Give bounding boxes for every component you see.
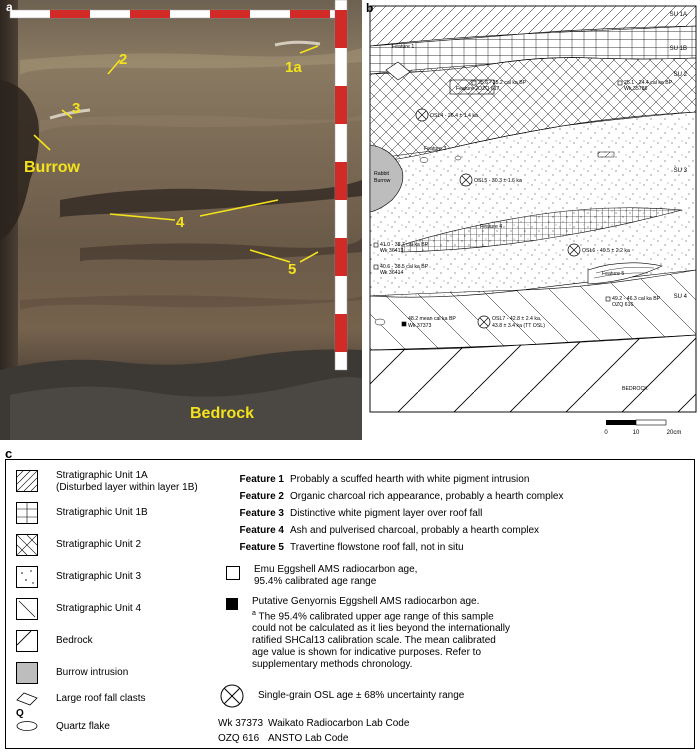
legend-item-bedrock bbox=[16, 630, 93, 652]
osl4-label: OSL4 - 26.4 ± 1.4 ka bbox=[430, 113, 478, 119]
legend-box bbox=[5, 459, 695, 749]
legend-panel bbox=[0, 447, 700, 753]
genyornis-line-1: Putative Genyornis Eggshell AMS radiocarbon age. bbox=[252, 596, 480, 607]
osl-cross-circle-icon bbox=[220, 684, 244, 708]
date-wk36413-range: 41.0 - 38.7 cal ka BP bbox=[380, 242, 429, 248]
emu-line-2: 95.4% calibrated age range bbox=[254, 576, 377, 587]
panel-a-label: a bbox=[6, 0, 13, 14]
annotation-5: 5 bbox=[288, 261, 297, 278]
rabbit-burrow-label-1: Rabbit bbox=[374, 171, 389, 177]
su2-name: Stratigraphic Unit 2 bbox=[56, 539, 142, 550]
genyornis-line-4: ratified SHCal13 calibration scale. The mean calibrated bbox=[252, 635, 496, 647]
lab-code-waikato-row bbox=[218, 718, 409, 730]
legend-item-burrow bbox=[16, 662, 128, 684]
feature-3-name: Feature 3 bbox=[239, 508, 284, 519]
date-wk36414-range: 40.6 - 38.5 cal ka BP bbox=[380, 264, 429, 270]
feature-3-label: Feature 3 bbox=[424, 146, 447, 152]
quartz-name: Quartz flake bbox=[56, 721, 110, 732]
legend-item-su1b bbox=[16, 502, 148, 524]
feature-4-label: Feature 4 bbox=[480, 224, 503, 230]
unit-label-su1a: SU 1A bbox=[669, 12, 687, 18]
unit-label-su3: SU 3 bbox=[673, 168, 687, 174]
feature-5-label: Feature 5 bbox=[602, 271, 625, 277]
lab-name-ansto: ANSTO Lab Code bbox=[268, 733, 349, 744]
burrow-swatch bbox=[16, 662, 38, 684]
date-ozq616-code: OZQ 616 bbox=[612, 302, 634, 308]
scale-tick-10: 10 bbox=[632, 430, 640, 436]
annotation-2: 2 bbox=[119, 51, 128, 68]
genyornis-eggshell-legend bbox=[226, 596, 510, 671]
feature-2-name: Feature 2 bbox=[239, 491, 284, 502]
feature-5-name: Feature 5 bbox=[239, 542, 284, 553]
feature-3-row bbox=[216, 508, 482, 520]
lab-code-wk: Wk 37373 bbox=[218, 718, 264, 729]
feature-1-row bbox=[216, 474, 529, 486]
unit-label-su2: SU 2 bbox=[673, 72, 687, 78]
su1a-name: Stratigraphic Unit 1A bbox=[56, 470, 148, 481]
genyornis-eggshell-symbol bbox=[226, 598, 238, 610]
feature-5-desc: Travertine flowstone roof fall, not in situ bbox=[290, 542, 464, 553]
panel-c-label: c bbox=[5, 446, 13, 461]
quartz-letter: Q bbox=[16, 708, 24, 719]
roof-fall-clast-icon bbox=[16, 692, 38, 706]
feature-2-desc: Organic charcoal rich appearance, probably a hearth complex bbox=[290, 491, 564, 502]
footnote-mark: a bbox=[252, 610, 256, 617]
legend-item-su1a bbox=[16, 470, 198, 494]
bedrock-swatch bbox=[16, 630, 38, 652]
osl7-label-2: 43.8 ± 3.4 ka (TT OSL) bbox=[492, 323, 545, 329]
date-wk35788-code: Wk 35788 bbox=[624, 86, 648, 92]
unit-label-su1b: SU 1B bbox=[669, 46, 687, 52]
legend-item-su3 bbox=[16, 566, 141, 588]
feature-4-row bbox=[216, 525, 539, 537]
date-wk36413-code: Wk 36413 bbox=[380, 248, 404, 254]
annotation-bedrock: Bedrock bbox=[190, 405, 255, 422]
emu-line-1: Emu Eggshell AMS radiocarbon age, bbox=[254, 564, 418, 575]
su1b-name: Stratigraphic Unit 1B bbox=[56, 507, 148, 518]
horizontal-scale-bar bbox=[10, 10, 340, 18]
date-wk36414-code: Wk 36414 bbox=[380, 270, 404, 276]
su1a-swatch bbox=[16, 470, 38, 492]
genyornis-line-3: could not be calculated as it lies beyond the internationally bbox=[252, 623, 510, 635]
annotation-3: 3 bbox=[72, 100, 81, 117]
su3-swatch bbox=[16, 566, 38, 588]
date-ozq616-range: 49.2 - 46.3 cal ka BP bbox=[612, 296, 661, 302]
burrow-name: Burrow intrusion bbox=[56, 667, 129, 678]
rabbit-burrow-label-2: Burrow bbox=[374, 178, 391, 184]
roof-fall-name: Large roof fall clasts bbox=[56, 693, 146, 704]
feature-1-desc: Probably a scuffed hearth with white pigment intrusion bbox=[290, 474, 530, 485]
legend-item-su2 bbox=[16, 534, 141, 556]
legend-item-quartz bbox=[16, 708, 110, 734]
annotation-1a: 1a bbox=[285, 59, 302, 76]
feature-2-label: Feature 2 bbox=[456, 86, 479, 92]
genyornis-line-6: supplementary methods chronology. bbox=[252, 659, 413, 671]
bedrock-label: BEDROCK bbox=[622, 386, 648, 392]
legend-item-roof-fall bbox=[16, 692, 146, 706]
legend-item-su4 bbox=[16, 598, 141, 620]
emu-eggshell-legend bbox=[226, 564, 417, 588]
vertical-scale-rod bbox=[335, 0, 347, 370]
date-ozq617-code: OZQ 617 bbox=[478, 86, 500, 92]
stratigraphic-section-drawing bbox=[362, 0, 700, 440]
feature-5-row bbox=[216, 542, 464, 554]
feature-4-desc: Ash and pulverised charcoal, probably a hearth complex bbox=[290, 525, 540, 536]
su4-swatch bbox=[16, 598, 38, 620]
quartz-flake-icon bbox=[16, 720, 40, 732]
feature-4-name: Feature 4 bbox=[239, 525, 284, 536]
panel-b-label: b bbox=[366, 1, 374, 15]
feature-2-row bbox=[216, 491, 564, 503]
osl7-label-1: OSL7 - 42.8 ± 2.4 ka, bbox=[492, 316, 542, 322]
genyornis-line-2: The 95.4% calibrated upper age range of this sample bbox=[258, 611, 494, 623]
su4-name: Stratigraphic Unit 4 bbox=[56, 603, 142, 614]
unit-label-su4: SU 4 bbox=[673, 294, 687, 300]
date-ozq617-range: 25.6 - 25.2 cal ka BP bbox=[478, 80, 527, 86]
su2-swatch bbox=[16, 534, 38, 556]
excavation-photo-panel bbox=[0, 0, 362, 440]
osl6-label: OSL6 - 40.5 ± 2.2 ka bbox=[582, 248, 630, 254]
bedrock-name: Bedrock bbox=[56, 635, 93, 646]
su1b-swatch bbox=[16, 502, 38, 524]
lab-code-ansto-row bbox=[218, 733, 348, 745]
scale-tick-0: 0 bbox=[604, 430, 608, 436]
su1a-note: (Disturbed layer within layer 1B) bbox=[56, 482, 198, 493]
osl-legend bbox=[220, 684, 464, 708]
date-wk37373-mean: 48.2 mean cal ka BP bbox=[408, 316, 456, 322]
emu-eggshell-symbol bbox=[226, 566, 240, 580]
annotation-burrow: Burrow bbox=[24, 159, 80, 176]
date-wk35788-range: 25.1 - 24.4 cal ka BP bbox=[624, 80, 673, 86]
feature-3-desc: Distinctive white pigment layer over roof fall bbox=[290, 508, 483, 519]
genyornis-line-5: age value is shown for indicative purposes. Refer to bbox=[252, 647, 482, 659]
lab-code-ozq: OZQ 616 bbox=[218, 733, 260, 744]
lab-name-waikato: Waikato Radiocarbon Lab Code bbox=[268, 718, 410, 729]
feature-1-name: Feature 1 bbox=[239, 474, 284, 485]
section-drawing-panel bbox=[362, 0, 700, 440]
scale-tick-20: 20cm bbox=[666, 430, 682, 436]
osl-desc: Single-grain OSL age ± 68% uncertainty range bbox=[258, 690, 465, 701]
osl5-label: OSL5 - 30.3 ± 1.6 ka bbox=[474, 178, 522, 184]
su3-name: Stratigraphic Unit 3 bbox=[56, 571, 142, 582]
feature-1-label: Feature 1 bbox=[392, 44, 415, 50]
annotation-4: 4 bbox=[176, 214, 185, 231]
excavation-photo bbox=[0, 0, 362, 440]
date-wk37373-code: Wk 37373 bbox=[408, 323, 432, 329]
